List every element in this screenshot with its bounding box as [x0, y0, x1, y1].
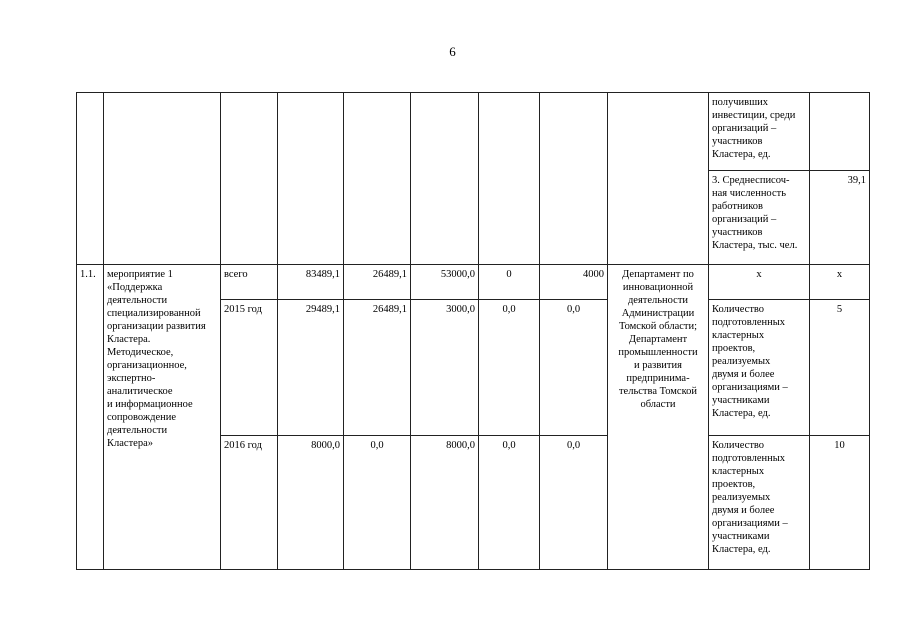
indicator-value-cell: x — [810, 265, 870, 300]
event-name-cell: мероприятие 1 «Поддержка деятельности специализированной организации развития Кластера. Методическое, организационное, экспертно- аналитическое и информационное сопровождение деятельности Кластера» — [104, 265, 221, 570]
value-cell: 83489,1 — [278, 265, 344, 300]
event-number-cell: 1.1. — [77, 265, 104, 570]
value-cell: 0,0 — [479, 300, 540, 436]
value-cell: 0 — [479, 265, 540, 300]
program-table — [76, 92, 870, 570]
cell-executor-empty — [608, 93, 709, 265]
indicator-value-cell — [810, 93, 870, 171]
value-cell: 4000 — [540, 265, 608, 300]
value-cell: 0,0 — [479, 436, 540, 570]
period-cell: 2016 год — [221, 436, 278, 570]
cell-period-empty — [221, 93, 278, 265]
cell-v5-empty — [540, 93, 608, 265]
table-row-top-1 — [77, 93, 870, 171]
cell-v4-empty — [479, 93, 540, 265]
page-number: 6 — [449, 44, 456, 59]
cell-number-empty — [77, 93, 104, 265]
value-cell: 26489,1 — [344, 300, 411, 436]
indicator-value-cell: 5 — [810, 300, 870, 436]
period-cell: 2015 год — [221, 300, 278, 436]
value-cell: 8000,0 — [278, 436, 344, 570]
value-cell: 29489,1 — [278, 300, 344, 436]
table-row-total — [77, 265, 870, 300]
cell-v2-empty — [344, 93, 411, 265]
indicator-cell: Количество подготовленных кластерных проектов, реализуемых двумя и более организациями – участниками Кластера, ед. — [709, 300, 810, 436]
value-cell: 0,0 — [540, 300, 608, 436]
indicator-value-cell: 10 — [810, 436, 870, 570]
value-cell: 26489,1 — [344, 265, 411, 300]
value-cell: 53000,0 — [411, 265, 479, 300]
cell-v3-empty — [411, 93, 479, 265]
indicator-cell: получивших инвестиции, среди организаций – участников Кластера, ед. — [709, 93, 810, 171]
indicator-cell: Количество подготовленных кластерных проектов, реализуемых двумя и более организациями – участниками Кластера, ед. — [709, 436, 810, 570]
value-cell: 0,0 — [344, 436, 411, 570]
indicator-cell: 3. Среднесписоч- ная численность работников организаций – участников Кластера, тыс. чел. — [709, 171, 810, 265]
executor-cell: Департамент по инновационной деятельности Администрации Томской области; Департамент промышленности и развития предпринима- тельства Томской области — [608, 265, 709, 570]
value-cell: 3000,0 — [411, 300, 479, 436]
cell-name-empty — [104, 93, 221, 265]
period-cell: всего — [221, 265, 278, 300]
indicator-value-cell: 39,1 — [810, 171, 870, 265]
value-cell: 0,0 — [540, 436, 608, 570]
indicator-cell: x — [709, 265, 810, 300]
cell-v1-empty — [278, 93, 344, 265]
value-cell: 8000,0 — [411, 436, 479, 570]
